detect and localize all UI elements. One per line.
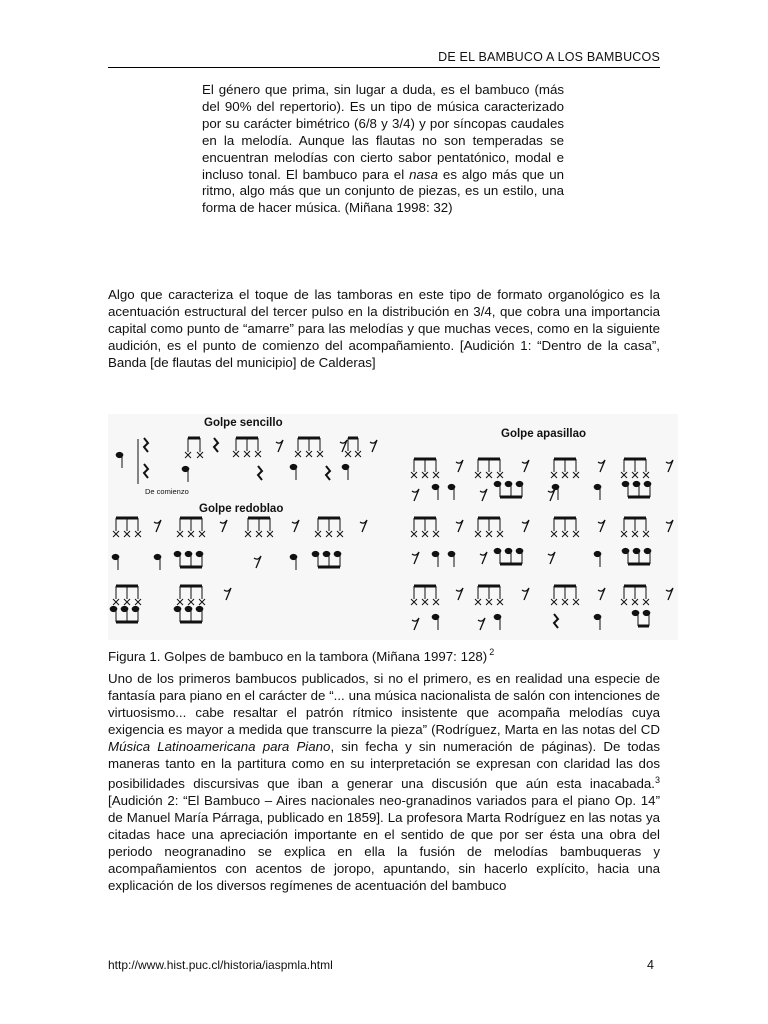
eighth-rest xyxy=(598,460,605,472)
eighth-rest xyxy=(220,520,227,532)
x-notehead xyxy=(433,599,439,605)
x-notehead xyxy=(411,599,417,605)
x-notehead xyxy=(188,599,194,605)
label-golpe-apasillao: Golpe apasillao xyxy=(501,428,586,440)
x-notehead xyxy=(411,472,417,478)
block-quote: El género que prima, sin lugar a duda, es el bambuco (más del 90% del repertorio). Es un tipo de música caracterizado por su carácter bimétrico (6/8 y 3/4) y por síncopas caudales en la melodía. Aunque las flautas no son temperadas se encuentran melodías con cierto sabor pentatónico, modal e incluso tonal. El bambuco para el nasa es algo más que un ritmo, algo más que un conjunto de piezas, es un estilo, una forma de hacer música. (Miñana 1998: 32) xyxy=(202,82,565,216)
x-notehead xyxy=(317,451,323,457)
x-notehead xyxy=(199,599,205,605)
x-notehead xyxy=(621,599,627,605)
x-notehead xyxy=(422,472,428,478)
x-notehead xyxy=(573,599,579,605)
quarter-rest xyxy=(326,466,330,480)
eighth-rest xyxy=(254,556,261,568)
x-notehead xyxy=(177,599,183,605)
x-notehead xyxy=(124,531,130,537)
label-golpe-redoblao: Golpe redoblao xyxy=(199,503,284,515)
x-notehead xyxy=(255,451,261,457)
eighth-rest xyxy=(412,618,419,630)
x-notehead xyxy=(551,472,557,478)
x-notehead xyxy=(632,531,638,537)
quarter-rest xyxy=(554,614,558,628)
x-notehead xyxy=(551,599,557,605)
x-notehead xyxy=(199,531,205,537)
x-notehead xyxy=(632,472,638,478)
x-notehead xyxy=(295,451,301,457)
eighth-rest xyxy=(480,489,487,501)
x-notehead xyxy=(433,472,439,478)
body-paragraph-1: Algo que caracteriza el toque de las tamboras en este tipo de formato organológico es la acentuación estructural del tercer pulso en la distribución en 3/4, que cobra una importancia capital como punto de “amarre” para las melodías y que muchas veces, como en la siguiente audición, es el punto de comienzo del acompañamiento. [Audición 1: “Dentro de la casa”, Banda [de flautas del municipio] de Calderas] xyxy=(108,287,660,370)
x-notehead xyxy=(135,599,141,605)
x-notehead xyxy=(573,531,579,537)
x-notehead xyxy=(422,599,428,605)
x-notehead xyxy=(562,599,568,605)
eighth-rest xyxy=(412,489,419,501)
eighth-rest xyxy=(666,520,673,532)
footer-url[interactable]: http://www.hist.puc.cl/historia/iaspmla.html xyxy=(108,958,333,972)
x-notehead xyxy=(573,472,579,478)
running-title: DE EL BAMBUCO A LOS BAMBUCOS xyxy=(438,50,660,64)
eighth-rest xyxy=(276,440,283,452)
eighth-rest xyxy=(522,520,529,532)
x-notehead xyxy=(233,451,239,457)
music-notation-graphic xyxy=(108,414,678,640)
footnote-ref-3: 3 xyxy=(654,775,660,785)
figure-caption: Figura 1. Golpes de bambuco en la tambora (Miñana 1997: 128) $^2$ xyxy=(108,647,495,664)
eighth-rest xyxy=(456,460,463,472)
eighth-rest xyxy=(360,520,367,532)
x-notehead xyxy=(188,531,194,537)
x-notehead xyxy=(124,599,130,605)
quarter-rest xyxy=(258,466,262,480)
x-notehead xyxy=(113,531,119,537)
x-notehead xyxy=(422,531,428,537)
eighth-rest xyxy=(522,588,529,600)
x-notehead xyxy=(621,472,627,478)
eighth-rest xyxy=(340,440,347,452)
eighth-rest xyxy=(154,520,161,532)
x-notehead xyxy=(177,531,183,537)
x-notehead xyxy=(643,599,649,605)
x-notehead xyxy=(562,531,568,537)
body-paragraph-2: Uno de los primeros bambucos publicados, si no el primero, es en realidad una especie de fantasía para piano en el carácter de “... una música nacionalista de salón con intenciones de virtuosismo... cabe resaltar el patrón rítmico insistente que acompaña melodías cuya exigencia es mayor a medida que transcurre la pieza” (Rodríguez, Marta en las notas del CD Música Latinoamericana para Piano, sin fecha y sin numeración de páginas). De todas maneras tanto en la partitura como en su interpretación se expresan con claridad las dos posibilidades discursivas que iban a generar una discusión que aún esta inacabada.$^3$ [Audición 2: “El Bambuco – Aires nacionales neo-granadinos variados para el piano Op. 14” de Manuel María Párraga, publicado en 1859]. La profesora Marta Rodríguez en las notas ya citadas hace una apreciación importante en el sentido de que por ser ésta una obra del periodo neogranadino se explica en ella la fusión de melodías bambuqueras y acompañamientos con acentos de joropo, apuntando, sin hacerlo explícito, hacia una explicación de los diversos regímenes de acentuación del bambuco xyxy=(108,671,660,893)
eighth-rest xyxy=(480,552,487,564)
x-notehead xyxy=(497,472,503,478)
x-notehead xyxy=(326,531,332,537)
x-notehead xyxy=(486,472,492,478)
eighth-rest xyxy=(478,618,485,630)
eighth-rest xyxy=(456,588,463,600)
eighth-rest xyxy=(370,440,377,452)
x-notehead xyxy=(632,599,638,605)
eighth-rest xyxy=(522,460,529,472)
x-notehead xyxy=(475,599,481,605)
x-notehead xyxy=(267,531,273,537)
x-notehead xyxy=(643,531,649,537)
x-notehead xyxy=(185,452,191,458)
footnote-ref-2: 2 xyxy=(489,647,495,657)
running-header xyxy=(108,50,660,68)
x-notehead xyxy=(475,472,481,478)
x-notehead xyxy=(197,452,203,458)
eighth-rest xyxy=(224,588,231,600)
x-notehead xyxy=(433,531,439,537)
quarter-rest xyxy=(144,464,148,478)
eighth-rest xyxy=(598,520,605,532)
quarter-rest xyxy=(144,438,148,452)
eighth-rest xyxy=(666,460,673,472)
x-notehead xyxy=(551,531,557,537)
x-notehead xyxy=(486,531,492,537)
x-notehead xyxy=(345,451,351,457)
x-notehead xyxy=(244,451,250,457)
eighth-rest xyxy=(412,552,419,564)
x-notehead xyxy=(113,599,119,605)
eighth-rest xyxy=(548,552,555,564)
x-notehead xyxy=(621,531,627,537)
label-de-comienzo: De comienzo xyxy=(145,487,189,496)
label-golpe-sencillo: Golpe sencillo xyxy=(204,417,283,429)
x-notehead xyxy=(562,472,568,478)
x-notehead xyxy=(256,531,262,537)
page-number: 4 xyxy=(647,958,654,972)
eighth-rest xyxy=(598,588,605,600)
x-notehead xyxy=(497,531,503,537)
x-notehead xyxy=(245,531,251,537)
eighth-rest xyxy=(666,588,673,600)
eighth-rest xyxy=(292,520,299,532)
x-notehead xyxy=(315,531,321,537)
eighth-rest xyxy=(548,489,555,501)
x-notehead xyxy=(135,531,141,537)
drum-pattern-figure xyxy=(108,414,678,640)
x-notehead xyxy=(643,472,649,478)
x-notehead xyxy=(411,531,417,537)
x-notehead xyxy=(475,531,481,537)
x-notehead xyxy=(337,531,343,537)
x-notehead xyxy=(306,451,312,457)
eighth-rest xyxy=(456,520,463,532)
x-notehead xyxy=(355,451,361,457)
x-notehead xyxy=(486,599,492,605)
x-notehead xyxy=(497,599,503,605)
quarter-rest xyxy=(214,438,218,452)
